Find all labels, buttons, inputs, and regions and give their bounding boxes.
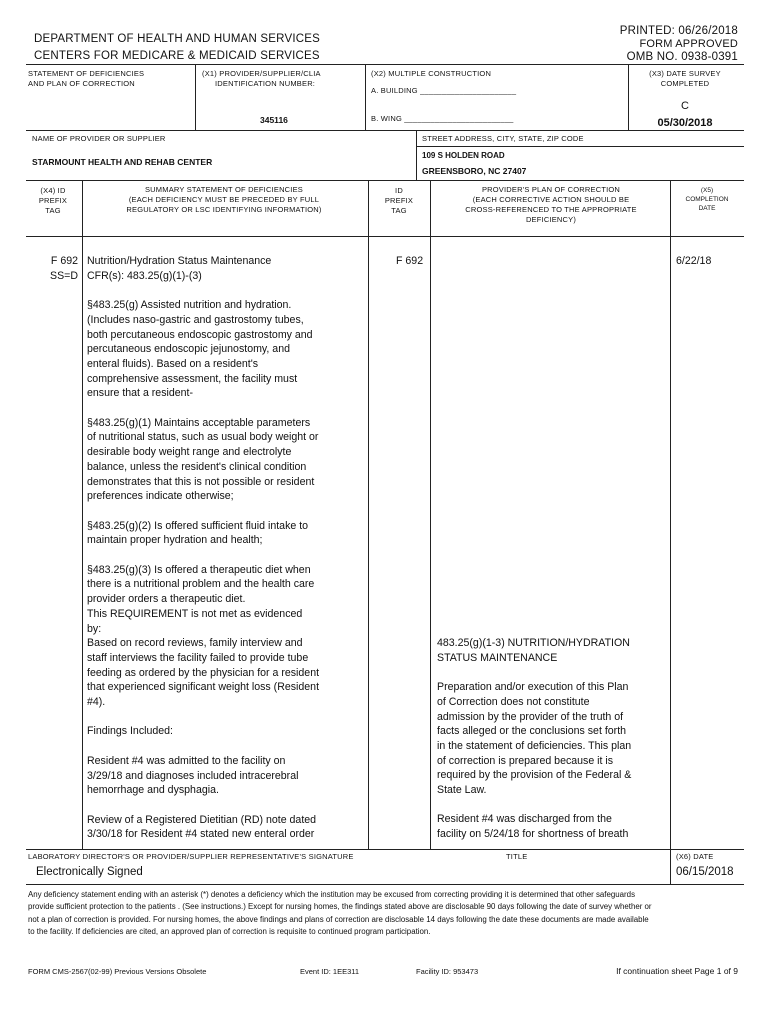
wing-field: B. WING _________________________ <box>371 114 514 123</box>
survey-code: C <box>681 100 689 112</box>
rule <box>26 236 744 237</box>
x2-label: (X2) MULTIPLE CONSTRUCTION <box>371 69 492 78</box>
x5-header: (X5) COMPLETION DATE <box>685 187 729 212</box>
rule <box>26 130 744 131</box>
form-number: FORM CMS-2567(02-99) Previous Versions Obsolete <box>28 967 207 976</box>
summary-header: SUMMARY STATEMENT OF DEFICIENCIES (EACH DEFICIENCY MUST BE PRECEDED BY FULL REGULATORY OR LSC IDENTIFYING INFORMATION) <box>126 185 322 214</box>
rule <box>26 180 744 181</box>
address-label: STREET ADDRESS, CITY, STATE, ZIP CODE <box>422 134 584 143</box>
summary-paragraph: §483.25(g) Assisted nutrition and hydration. (Includes naso-gastric and gastrostomy tubes, both percutaneous endoscopic gastrostomy and percutaneous endoscopic jejunostomy, and enteral fluids). Based on a resident's comprehensive assessment, the facility must ensure that a resident- <box>87 299 313 400</box>
provider-id-number: 345116 <box>260 115 288 125</box>
title-label: TITLE <box>506 852 528 861</box>
page-indicator: If continuation sheet Page 1 of 9 <box>616 966 738 976</box>
rule <box>430 180 431 849</box>
agency-title: CENTERS FOR MEDICARE & MEDICAID SERVICES <box>34 50 320 62</box>
deficiency-tag: F 692 SS=D <box>50 255 78 282</box>
building-field: A. BUILDING ______________________ <box>371 86 517 95</box>
street-address: 109 S HOLDEN ROAD <box>422 151 505 160</box>
printed-date: PRINTED: 06/26/2018 <box>619 25 738 37</box>
rule <box>416 146 744 147</box>
facility-id: Facility ID: 953473 <box>416 967 479 976</box>
omb-number: OMB NO. 0938-0391 <box>626 51 738 63</box>
x1-label: (X1) PROVIDER/SUPPLIER/CLIA IDENTIFICATION NUMBER: <box>202 69 321 88</box>
summary-paragraph: Resident #4 was admitted to the facility on 3/29/18 and diagnoses included intracerebral hemorrhage and dysphagia. <box>87 754 299 797</box>
x4-header: (X4) ID PREFIX TAG <box>38 186 68 215</box>
provider-name: STARMOUNT HEALTH AND REHAB CENTER <box>32 157 213 167</box>
plan-of-correction <box>437 636 667 857</box>
signature-date: 06/15/2018 <box>676 866 734 878</box>
rule <box>670 849 671 884</box>
rule <box>368 180 369 849</box>
rule <box>195 64 196 130</box>
plan-paragraph: Resident #4 was discharged from the facility on 5/24/18 for shortness of breath <box>437 813 629 841</box>
signature-label: LABORATORY DIRECTOR'S OR PROVIDER/SUPPLIER REPRESENTATIVE'S SIGNATURE <box>28 852 354 861</box>
survey-date: 05/30/2018 <box>657 117 713 129</box>
summary-paragraph: §483.25(g)(3) Is offered a therapeutic diet when there is a nutritional problem and the health care provider orders a therapeutic diet. This REQUIREMENT is not met as evidenced by: Based on record reviews, family interview and staff interviews the facility failed to provide tube feeding as ordered by the physician for a resident that experienced significant weight loss (Resident #4). <box>87 563 320 709</box>
plan-id-tag: F 692 <box>396 255 424 267</box>
date-label: (X6) DATE <box>676 852 714 861</box>
summary-paragraph: Review of a Registered Dietitian (RD) note dated 3/30/18 for Resident #4 stated new enteral order <box>87 813 317 841</box>
rule <box>82 180 83 849</box>
form-approved: FORM APPROVED <box>639 38 738 50</box>
summary-paragraph: §483.25(g)(2) Is offered sufficient fluid intake to maintain proper hydration and health; <box>87 519 309 547</box>
rule <box>26 884 744 885</box>
rule <box>628 64 629 130</box>
summary-paragraph: §483.25(g)(1) Maintains acceptable parameters of nutritional status, such as usual body weight or desirable body weight range and electrolyte balance, unless the resident's clinical condition demonstrates that this is not possible or resident preferences indicate otherwise; <box>87 416 319 503</box>
rule <box>26 849 744 850</box>
event-id: Event ID: 1EE311 <box>300 967 360 976</box>
completion-date: 6/22/18 <box>676 255 712 267</box>
rule <box>670 180 671 849</box>
x3-label: (X3) DATE SURVEY COMPLETED <box>649 69 721 88</box>
plan-header: PROVIDER'S PLAN OF CORRECTION (EACH CORRECTIVE ACTION SHOULD BE CROSS-REFERENCED TO THE APPROPRIATE DEFICIENCY) <box>465 185 637 224</box>
department-title: DEPARTMENT OF HEALTH AND HUMAN SERVICES <box>34 33 320 45</box>
signature-value: Electronically Signed <box>36 866 143 878</box>
plan-paragraph: Preparation and/or execution of this Plan of Correction does not constitute admission by the provider of the truth of facts alleged or the conclusions set forth in the statement of deficiencies. This plan of correction is prepared because it is required by the provision of the Federal & State Law. <box>437 681 632 797</box>
disclaimer-text: Any deficiency statement ending with an asterisk (*) denotes a deficiency which the institution may be excused from correcting providing it is determined that other safeguards provide sufficient protection to the patients . (See instructions.) Except for nursing homes, the findings stated above are disclosable 90 days following the date of survey whether or not a plan of correction is provided. For nursing homes, the above findings and plans of correction are disclosable 14 days following the date these documents are made available to the facility. If deficiencies are cited, an approved plan of correction is requisite to continued program participation. <box>28 890 652 936</box>
id-header: ID PREFIX TAG <box>384 186 414 215</box>
rule <box>365 64 366 130</box>
provider-name-label: NAME OF PROVIDER OR SUPPLIER <box>32 134 166 143</box>
summary-statement <box>87 254 367 857</box>
summary-paragraph: Findings Included: <box>87 725 173 738</box>
summary-paragraph: Nutrition/Hydration Status Maintenance CFR(s): 483.25(g)(1)-(3) <box>87 255 272 282</box>
statement-label: STATEMENT OF DEFICIENCIES AND PLAN OF CORRECTION <box>28 69 145 88</box>
rule <box>416 130 417 180</box>
plan-paragraph: 483.25(g)(1-3) NUTRITION/HYDRATION STATUS MAINTENANCE <box>437 637 630 664</box>
city-state-zip: GREENSBORO, NC 27407 <box>422 166 527 176</box>
rule <box>26 64 744 65</box>
